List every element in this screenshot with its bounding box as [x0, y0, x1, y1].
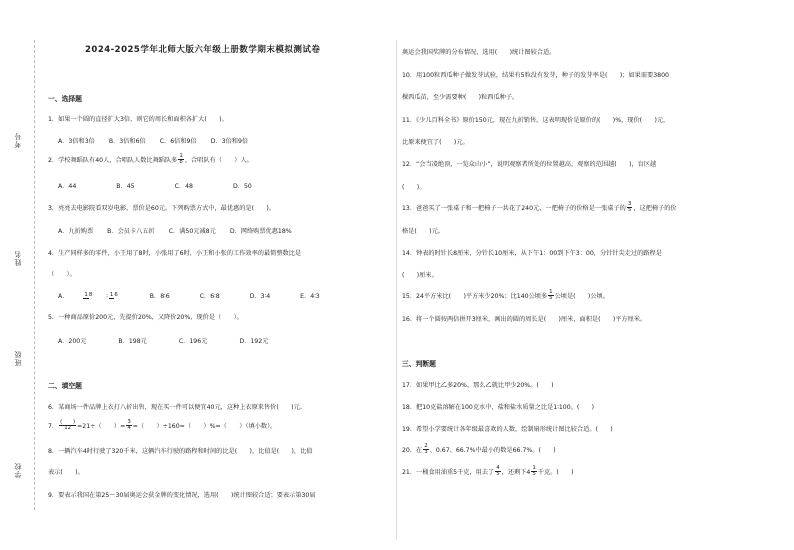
numerator: 3	[627, 201, 632, 207]
cut-line	[34, 40, 35, 510]
question-15	[402, 290, 609, 302]
question-20-text-end: 、0.67、66.7%中最小的数是66.7%。( )	[429, 446, 556, 454]
numerator: 1	[549, 289, 553, 295]
question-20-text: 20．在	[402, 446, 423, 454]
question-20	[402, 444, 556, 456]
question-21-text-end: 千克。( )	[537, 468, 574, 476]
denominator: 5	[627, 207, 632, 214]
option: D．192元	[239, 338, 269, 345]
numerator: 1	[179, 153, 183, 159]
question-5: 5．一种商品原价200元，先提价20%，又降价20%，现价是（ ）。	[48, 314, 243, 321]
numerator: 1	[84, 292, 88, 299]
question-6: 6．某商场一件品牌上衣打八折出售，现在买一件可以便宜40元，这种上衣原来售价( )元。	[48, 404, 306, 411]
option: B．45	[116, 183, 135, 190]
fraction	[495, 466, 500, 478]
denominator: 5	[532, 471, 536, 478]
fraction	[126, 420, 131, 432]
option-label: A．	[58, 293, 69, 300]
option: E．4∶3	[300, 293, 320, 300]
option: D．3倍和9倍	[210, 138, 249, 145]
binding-margin	[0, 0, 42, 550]
school-label: 学校	[14, 462, 22, 478]
question-8-line2: 表示( )。	[48, 469, 84, 476]
denominator: 5	[496, 471, 500, 478]
question-19: 19．希望小学要统计各年级最喜欢的人数，绘制扇形统计图比较合适。( )	[402, 426, 613, 433]
question-9-line2: 奥运会我国奖牌的分布情况，选用( )统计图较合适。	[402, 49, 556, 56]
question-11-line2: 比原来便宜了( )元。	[402, 139, 469, 146]
option: B．3倍和6倍	[108, 138, 146, 145]
option: C．6倍和9倍	[159, 138, 197, 145]
fraction	[531, 466, 536, 478]
fraction	[109, 293, 118, 298]
question-8: 8．一辆汽车4时行驶了320千米，这辆汽车行驶的路程和时间的比是( )，比值是( )，比值	[48, 448, 313, 455]
numerator: 2	[424, 443, 428, 449]
question-7-text-end: =（ ）÷160=（ ）%=（ ）（填小数）。	[132, 422, 277, 430]
question-21-text: 21．一桶食用油重5千克，用去了	[402, 468, 495, 476]
question-1-options	[58, 136, 262, 145]
section-fill: 二、填空题	[48, 382, 82, 390]
option: D．3∶4	[249, 293, 271, 300]
question-12: 12．“会当凌绝顶，一览众山小”，说明观察者所处的位置越高，观察的范围越( )，盲区越	[402, 161, 657, 168]
fraction	[83, 293, 92, 298]
question-2-text-end: ，合唱队有（ ）人。	[184, 156, 253, 164]
section-judge: 三、判断题	[402, 360, 436, 368]
question-17: 17．如果甲比乙多20%，那么乙就比甲少20%。( )	[402, 382, 554, 389]
option: B．198元	[118, 338, 147, 345]
question-7-text: =21÷（ ）=	[77, 422, 126, 430]
numerator: 3	[127, 419, 131, 425]
option: B．8∶6	[149, 293, 170, 300]
option: A． 18 ∶ 16	[58, 292, 118, 300]
option: D．50	[233, 183, 252, 190]
option: A．200元	[58, 338, 87, 345]
option: C．6∶8	[199, 293, 220, 300]
question-9: 9．要表示我国在第25～30届奥运会获金牌的变化情况，选用( )统计图较合适；要表示第30届	[48, 492, 316, 499]
name-label: 姓名	[14, 250, 22, 266]
class-label: 班级	[14, 350, 22, 366]
question-3: 3．亮亮去电影院看双岁电影，票价是60元。下列购票方式中，最优惠的是( )。	[48, 205, 276, 212]
question-7-num: 7．	[48, 422, 59, 430]
question-2-options	[58, 181, 266, 190]
option: B．会员卡八五折	[107, 228, 155, 235]
denominator: 6	[114, 292, 118, 299]
question-2	[48, 154, 253, 166]
option: C．48	[174, 183, 193, 190]
denominator: 4	[127, 425, 131, 432]
denominator: 12	[64, 425, 72, 432]
question-21-text-mid: ，还剩下4	[501, 468, 531, 476]
question-3-options	[58, 226, 306, 235]
fraction	[627, 202, 632, 214]
numerator: 1	[109, 292, 114, 299]
denominator: 8	[88, 292, 93, 299]
denominator: 5	[549, 295, 553, 302]
numerator: ( )	[60, 419, 76, 425]
section-choice: 一、选择题	[48, 95, 82, 103]
question-10: 10．用100粒西瓜种子做发芽试验，结果有5粒没有发芽，种子的发芽率是( )；如果需要3800	[402, 72, 669, 79]
question-7	[48, 420, 276, 432]
question-10-line2: 棵西瓜苗，至少需要种( )粒西瓜种子。	[402, 94, 519, 101]
question-1: 1．如果一个圆的直径扩大3倍，则它的周长和面积各扩大( )。	[48, 116, 228, 123]
option: A．3倍和3倍	[58, 138, 95, 145]
denominator: 3	[424, 449, 428, 456]
question-15-text: 15．24平方米比( )平方米少20%；比140公顷多	[402, 292, 548, 300]
question-13-text-end: ，这把椅子的价	[633, 204, 677, 212]
numerator: 4	[496, 465, 500, 471]
question-13-line2: 格是( )元。	[402, 228, 444, 235]
question-21	[402, 466, 574, 478]
question-14-line2: ( )厘米。	[402, 272, 438, 279]
fraction	[59, 420, 76, 432]
option: A．44	[58, 183, 77, 190]
question-4-options	[58, 291, 334, 300]
question-12-line2: ( )。	[402, 184, 426, 191]
exam-number-label: 考号	[14, 132, 22, 148]
question-15-text-end: 公顷是( )公顷。	[554, 292, 609, 300]
denominator: 8	[179, 159, 183, 166]
option: D．网络购票优惠18%	[229, 228, 292, 235]
option: A．九折购票	[58, 228, 94, 235]
page-title: 2024-2025学年北师大版六年级上册数学期末模拟测试卷	[85, 45, 321, 55]
fraction	[548, 290, 553, 302]
question-5-options	[58, 336, 282, 345]
fraction	[423, 444, 428, 456]
numerator: 1	[532, 465, 536, 471]
question-4-blank: （ ）。	[48, 271, 76, 278]
question-18: 18．把10克盐溶解在100克水中，盐和盐水质量之比是1∶100。( )	[402, 404, 595, 411]
fraction	[178, 154, 183, 166]
question-2-text: 2．学校舞蹈队有40人，合唱队人数比舞蹈队多	[48, 156, 178, 164]
question-11: 11．《少儿百科全书》原价150元，现在九折销售。这表明现价是原价的( )%，现价( )元，	[402, 117, 670, 124]
question-13	[402, 202, 677, 214]
option: C．196元	[178, 338, 208, 345]
question-16: 16．将一个圆按两倍拼开3厘米，画出的圆的周长是( )厘米，面积是( )平方厘米。	[402, 316, 647, 323]
option: C．满50元减8元	[168, 228, 216, 235]
question-13-text: 13．爸爸买了一张桌子和一把椅子一共花了240元，一把椅子的价格是一张桌子的	[402, 204, 626, 212]
column-divider	[396, 40, 397, 540]
question-14: 14．钟表的时针长8厘米，分针长10厘米，从下午1：00到下午3：00，分针针尖走过的路程是	[402, 250, 662, 257]
question-4: 4．生产同样多的零件，小王用了8时，小张用了6时，小王和小张的工作效率的最简整数比是	[48, 250, 302, 257]
